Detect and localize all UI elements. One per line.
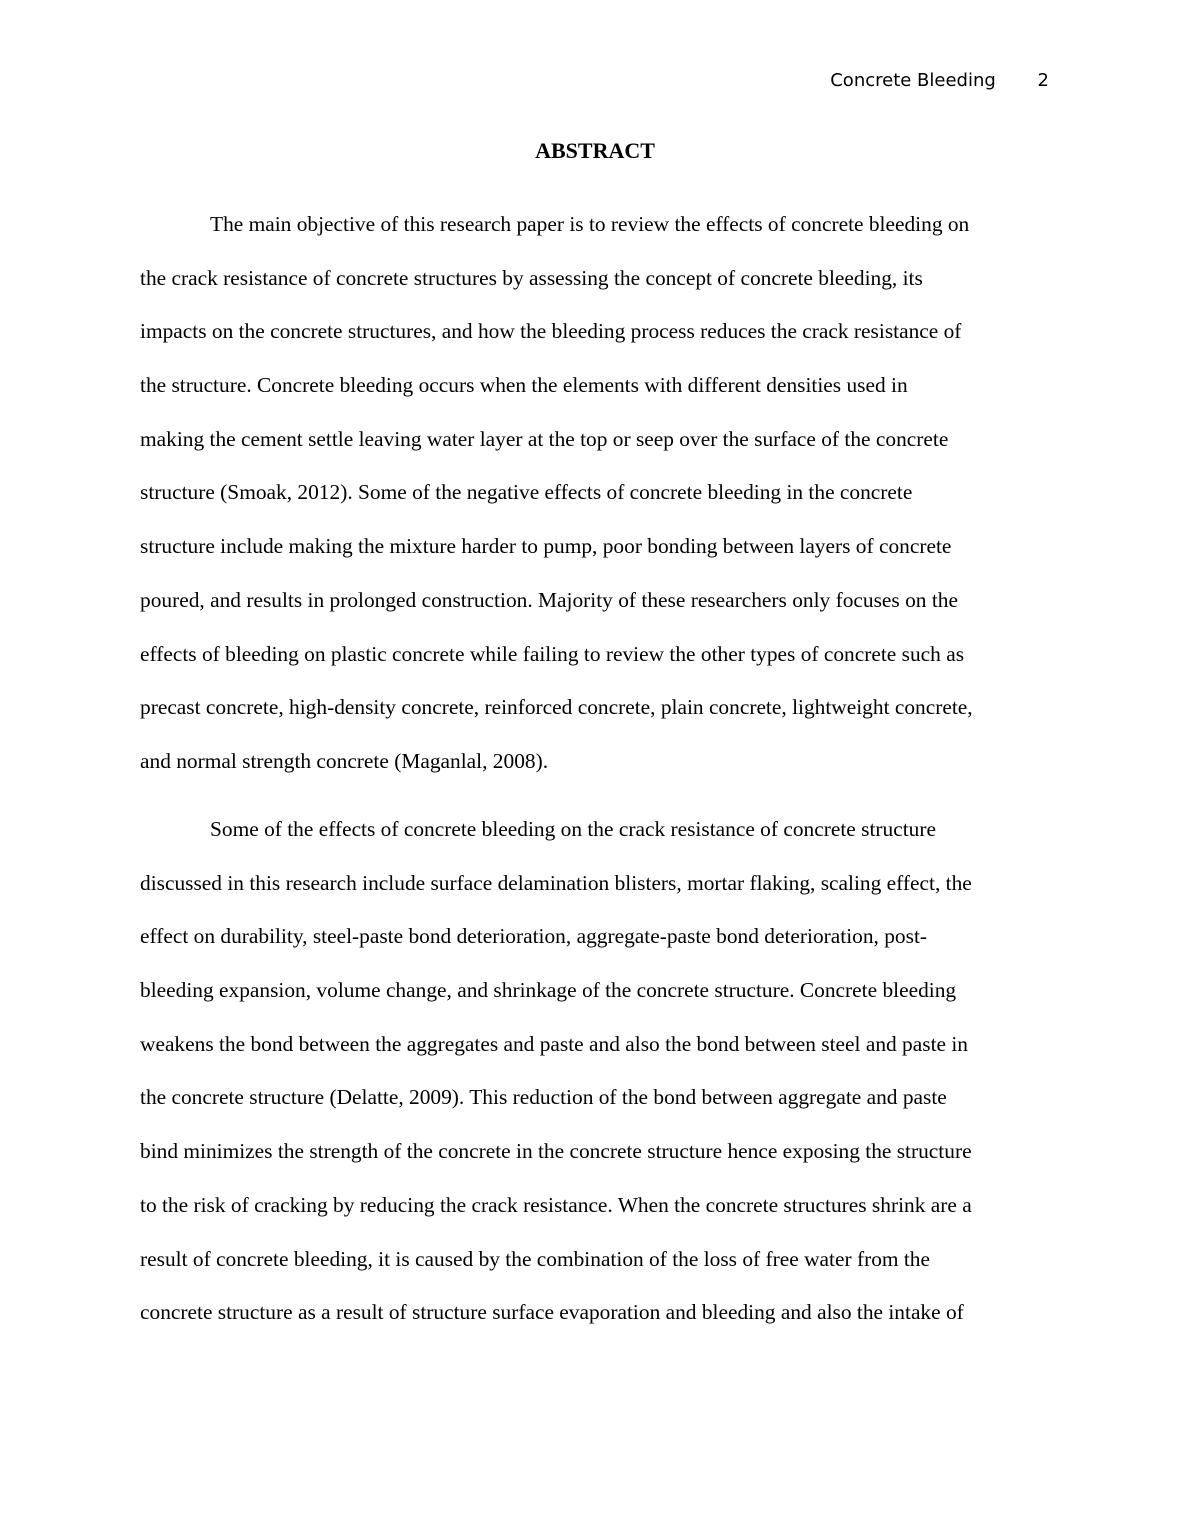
paragraph-line: effect on durability, steel-paste bond deterioration, aggregate-paste bond deterioration, post- — [140, 924, 928, 949]
paragraph-line: the crack resistance of concrete structures by assessing the concept of concrete bleeding, its — [140, 265, 923, 290]
page-number: 2 — [1037, 70, 1049, 91]
paragraph-line: the structure. Concrete bleeding occurs when the elements with different densities used in — [140, 373, 908, 398]
running-head-title: Concrete Bleeding — [830, 70, 996, 91]
paragraph-line: result of concrete bleeding, it is caused by the combination of the loss of free water from the — [140, 1246, 931, 1271]
paragraph-line: weakens the bond between the aggregates and paste and also the bond between steel and paste in — [140, 1031, 968, 1056]
paragraph-line: structure include making the mixture harder to pump, poor bonding between layers of concrete — [140, 534, 952, 559]
paragraph-line: discussed in this research include surface delamination blisters, mortar flaking, scaling effect, the — [140, 870, 972, 895]
abstract-heading: ABSTRACT — [535, 138, 655, 163]
abstract-paragraph-2 — [140, 815, 1055, 1352]
paragraph-line: to the risk of cracking by reducing the crack resistance. When the concrete structures shrink are a — [140, 1192, 972, 1217]
paragraph-line: Some of the effects of concrete bleeding on the crack resistance of concrete structure — [210, 817, 936, 841]
paragraph-line: bleeding expansion, volume change, and shrinkage of the concrete structure. Concrete bleeding — [140, 978, 957, 1003]
paragraph-line: impacts on the concrete structures, and how the bleeding process reduces the crack resistance of — [140, 319, 962, 344]
paragraph-line: effects of bleeding on plastic concrete while failing to review the other types of concrete such as — [140, 641, 965, 666]
paragraph-line: and normal strength concrete (Maganlal, 2008). — [140, 748, 549, 773]
paragraph-line: poured, and results in prolonged construction. Majority of these researchers only focuses on the — [140, 587, 958, 612]
paragraph-line: concrete structure as a result of structure surface evaporation and bleeding and also the intake of — [140, 1300, 964, 1325]
page-header — [830, 70, 1049, 91]
paragraph-line: the concrete structure (Delatte, 2009). This reduction of the bond between aggregate and paste — [140, 1085, 947, 1110]
paragraph-line: bind minimizes the strength of the concrete in the concrete structure hence exposing the structure — [140, 1139, 972, 1164]
abstract-paragraph-1 — [140, 210, 1055, 801]
paragraph-line: making the cement settle leaving water layer at the top or seep over the surface of the concrete — [140, 426, 949, 451]
paragraph-line: The main objective of this research paper is to review the effects of concrete bleeding on — [210, 212, 970, 236]
paragraph-line: structure (Smoak, 2012). Some of the negative effects of concrete bleeding in the concrete — [140, 480, 913, 505]
paragraph-line: precast concrete, high-density concrete, reinforced concrete, plain concrete, lightweight concrete, — [140, 695, 973, 720]
